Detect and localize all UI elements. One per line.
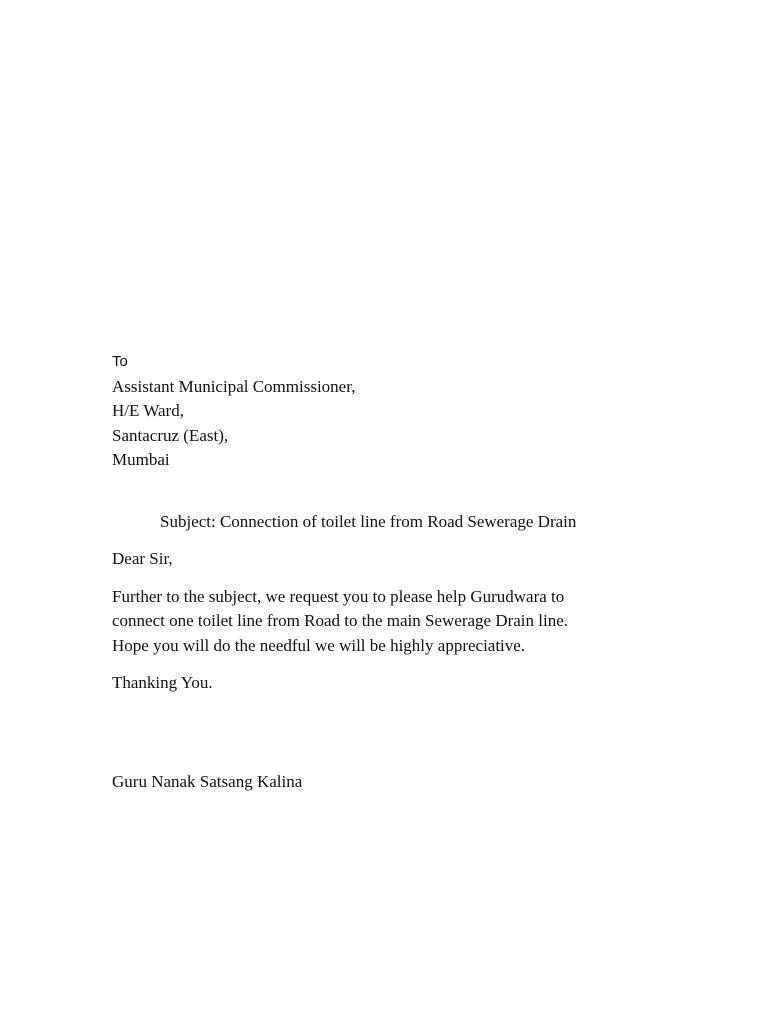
- signature: Guru Nanak Satsang Kalina: [112, 771, 303, 791]
- recipient-address: [112, 350, 672, 473]
- subject-line: Subject: Connection of toilet line from Road Sewerage Drain: [160, 511, 577, 531]
- address-line-2: H/E Ward,: [112, 401, 184, 420]
- to-label: To: [112, 353, 128, 370]
- salutation: Dear Sir,: [112, 549, 173, 568]
- body-line-3: Hope you will do the needful we will be highly appreciative.: [112, 635, 526, 655]
- closing: Thanking You.: [112, 673, 213, 692]
- address-line-4: Mumbai: [112, 450, 170, 469]
- body-line-1: Further to the subject, we request you to please help Gurudwara to: [112, 586, 565, 606]
- body-line-2: connect one toilet line from Road to the main Sewerage Drain line.: [112, 611, 569, 630]
- letter: [112, 350, 672, 794]
- letter-body: [112, 585, 672, 659]
- address-line-3: Santacruz (East),: [112, 425, 229, 445]
- address-line-1: Assistant Municipal Commissioner,: [112, 376, 356, 396]
